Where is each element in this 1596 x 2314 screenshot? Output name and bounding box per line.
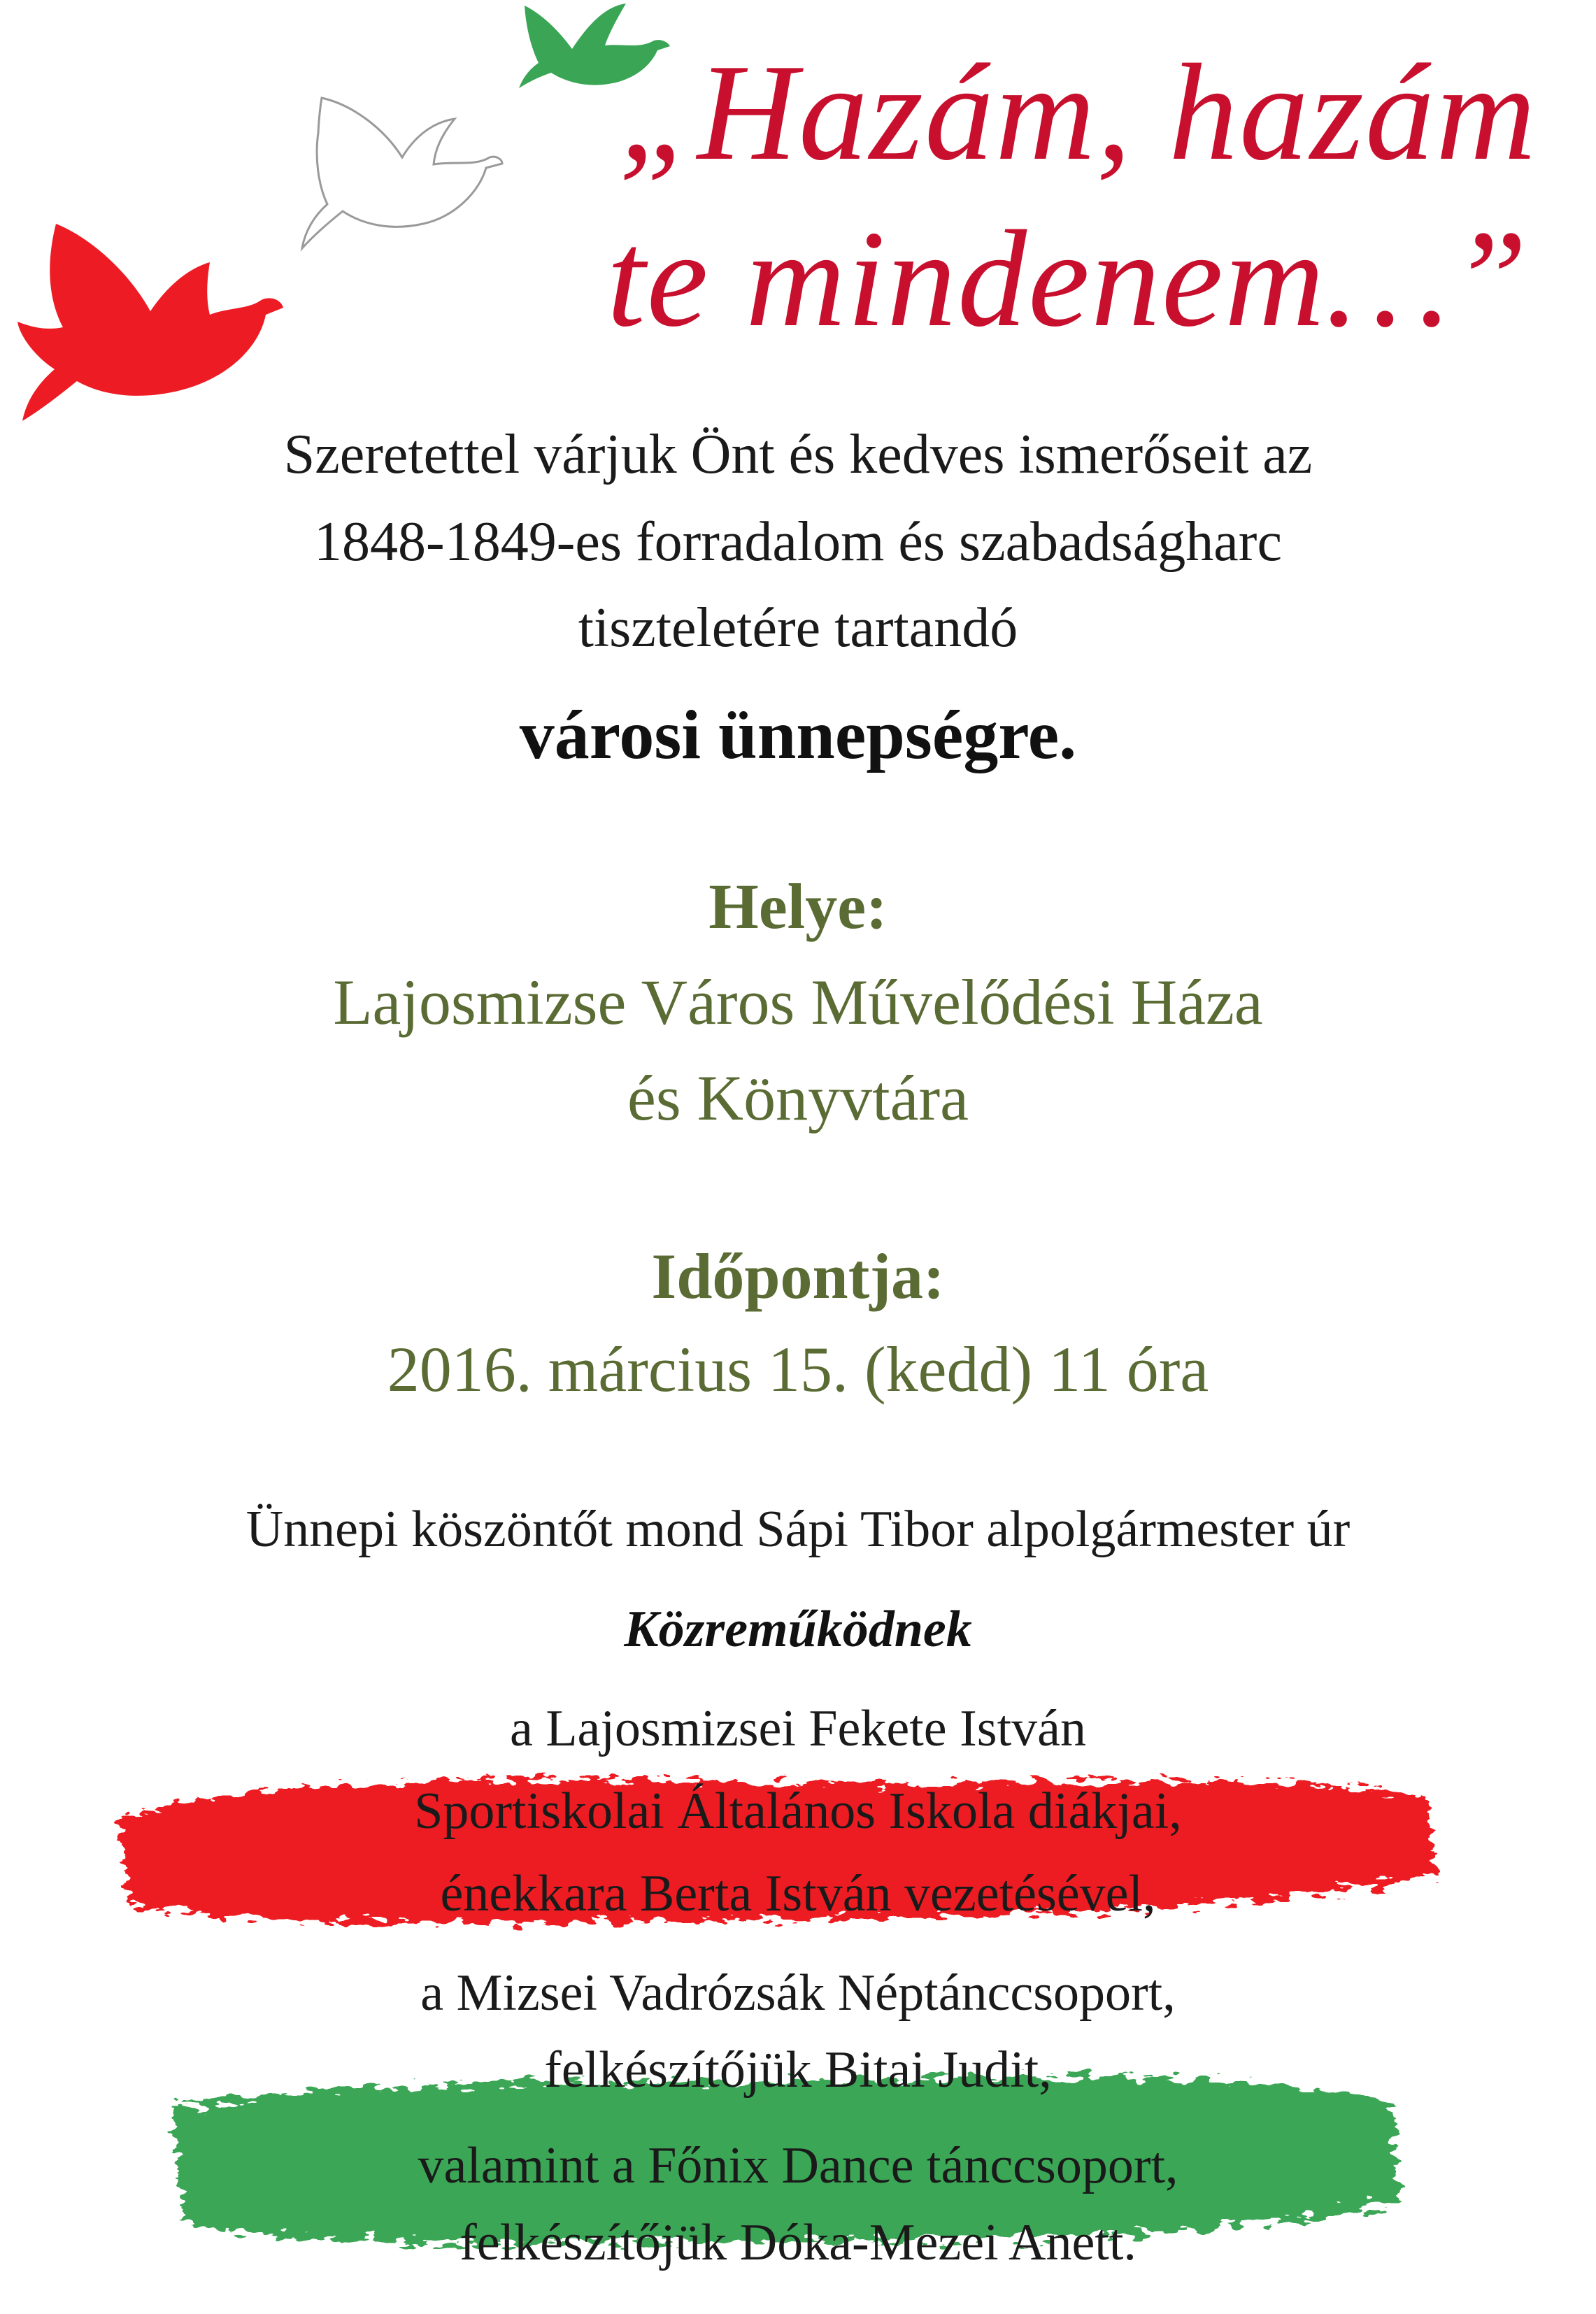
venue-heading: Helye: bbox=[708, 871, 888, 942]
performer-group-2-line-2: felkészítőjük Bitai Judit, bbox=[544, 2041, 1052, 2099]
headline-line-1: „Hazám, hazám bbox=[618, 36, 1537, 189]
performer-group-1-line-1: a Lajosmizsei Fekete István bbox=[509, 1700, 1086, 1757]
performers-heading: Közreműködnek bbox=[624, 1601, 972, 1658]
time-value: 2016. március 15. (kedd) 11 óra bbox=[387, 1334, 1209, 1405]
performer-group-3-line-2: felkészítőjük Dóka-Mezei Anett. bbox=[459, 2214, 1137, 2271]
venue-line-2: és Könyvtára bbox=[627, 1062, 969, 1134]
intro-line-2: 1848-1849-es forradalom és szabadságharc bbox=[314, 511, 1282, 573]
performer-group-2-line-1: a Mizsei Vadrózsák Néptánccsoport, bbox=[420, 1964, 1176, 2022]
performer-group-1-line-2: Sportiskolai Általános Iskola diákjai, bbox=[414, 1783, 1182, 1840]
greeting-line: Ünnepi köszöntőt mond Sápi Tibor alpolgármester úr bbox=[245, 1501, 1351, 1558]
performer-group-3-line-1: valamint a Főnix Dance tánccsoport, bbox=[418, 2137, 1178, 2194]
time-heading: Időpontja: bbox=[651, 1241, 945, 1312]
intro-line-1: Szeretettel várjuk Önt és kedves ismerőseit az bbox=[283, 424, 1313, 485]
red-dove-icon bbox=[7, 217, 287, 427]
headline-line-2: te mindenem…” bbox=[606, 202, 1529, 355]
event-title: városi ünnepségre. bbox=[519, 696, 1077, 773]
performer-group-1-line-3: énekkara Berta István vezetésével, bbox=[440, 1865, 1156, 1922]
venue-line-1: Lajosmizse Város Művelődési Háza bbox=[333, 966, 1263, 1038]
white-dove-icon bbox=[287, 91, 504, 266]
intro-line-3: tiszteletére tartandó bbox=[578, 597, 1018, 659]
